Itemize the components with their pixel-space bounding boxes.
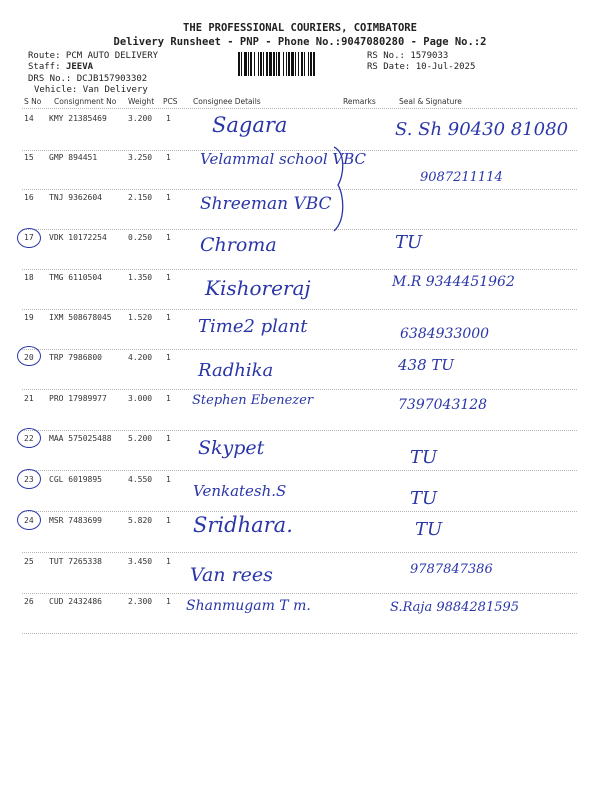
- col-header-pcs: PCS: [163, 97, 178, 106]
- row-consignee: Van rees: [190, 564, 273, 586]
- row-consignee: Kishoreraj: [205, 276, 311, 300]
- row-signature: TU: [410, 488, 438, 509]
- row-consignment: CGL 6019895: [49, 475, 102, 484]
- col-header-consignment: Consignment No: [54, 97, 117, 106]
- row-signature: TU: [410, 447, 438, 468]
- row-signature: 438 TU: [398, 356, 455, 374]
- row-weight: 3.250: [128, 153, 153, 162]
- row-weight: 5.820: [128, 516, 153, 525]
- row-consignment: VDK 10172254: [49, 233, 107, 242]
- row-sno: 24: [24, 516, 34, 525]
- staff-name: JEEVA: [65, 62, 94, 72]
- company-title: THE PROFESSIONAL COURIERS, COIMBATORE: [183, 22, 417, 34]
- row-consignee: Skypet: [198, 437, 265, 459]
- row-sno: 25: [24, 557, 34, 566]
- row-consignment: KMY 21385469: [49, 114, 107, 123]
- row-sno: 22: [24, 434, 34, 443]
- row-pcs: 1: [166, 273, 171, 282]
- row-pcs: 1: [166, 353, 171, 362]
- row-divider: [22, 309, 577, 310]
- row-divider: [22, 389, 577, 390]
- row-weight: 4.550: [128, 475, 153, 484]
- row-divider: [22, 593, 577, 594]
- row-pcs: 1: [166, 475, 171, 484]
- runsheet-subtitle: Delivery Runsheet - PNP - Phone No.:9047080280 - Page No.:2: [113, 36, 487, 48]
- vehicle-text: Vehicle: Van Delivery: [34, 85, 148, 95]
- row-sno: 26: [24, 597, 34, 606]
- row-divider: [22, 269, 577, 270]
- row-consignment: MSR 7483699: [49, 516, 102, 525]
- col-header-consignee: Consignee Details: [193, 97, 261, 106]
- row-sno: 14: [24, 114, 34, 123]
- row-weight: 4.200: [128, 353, 153, 362]
- header-divider: [22, 108, 577, 109]
- row-consignee: Shreeman VBC: [200, 194, 332, 214]
- row-circle-mark: [17, 428, 41, 448]
- row-signature: TU: [415, 519, 443, 540]
- row-signature: M.R 9344451962: [392, 274, 515, 290]
- row-pcs: 1: [166, 153, 171, 162]
- staff-label: Staff:: [28, 62, 61, 72]
- row-weight: 2.300: [128, 597, 153, 606]
- row-weight: 2.150: [128, 193, 153, 202]
- row-divider: [22, 430, 577, 431]
- row-signature: 6384933000: [400, 326, 490, 342]
- row-signature: S. Sh 90430 81080: [395, 119, 569, 140]
- row-consignment: TNJ 9362604: [49, 193, 102, 202]
- row-consignee: Stephen Ebenezer: [192, 393, 314, 408]
- row-consignment: TRP 7986800: [49, 353, 102, 362]
- row-sno: 23: [24, 475, 34, 484]
- row-consignee: Sridhara.: [193, 513, 293, 537]
- row-sno: 17: [24, 233, 34, 242]
- col-header-seal: Seal & Signature: [399, 97, 462, 106]
- drs-number: DRS No.: DCJB157903302: [28, 74, 148, 84]
- staff-line: [28, 62, 93, 73]
- row-weight: 5.200: [128, 434, 153, 443]
- row-consignee: Time2 plant: [198, 316, 308, 337]
- row-consignment: TMG 6110504: [49, 273, 102, 282]
- row-consignment: MAA 575025488: [49, 434, 112, 443]
- row-weight: 3.450: [128, 557, 153, 566]
- rs-date: RS Date: 10-Jul-2025: [367, 62, 476, 72]
- row-consignee: Chroma: [200, 234, 277, 256]
- row-signature: 9787847386: [410, 562, 493, 577]
- route-text: Route: PCM AUTO DELIVERY: [28, 51, 159, 61]
- rs-number: RS No.: 1579033: [367, 51, 449, 61]
- row-divider: [22, 552, 577, 553]
- row-circle-mark: [17, 228, 41, 248]
- row-weight: 0.250: [128, 233, 153, 242]
- row-consignee: Sagara: [212, 113, 288, 137]
- row-weight: 3.000: [128, 394, 153, 403]
- row-signature: S.Raja 9884281595: [390, 600, 520, 615]
- row-consignee: Venkatesh.S: [193, 482, 287, 500]
- row-consignment: IXM 508678045: [49, 313, 112, 322]
- row-divider: [22, 229, 577, 230]
- row-sno: 19: [24, 313, 34, 322]
- row-sno: 16: [24, 193, 34, 202]
- col-header-weight: Weight: [128, 97, 155, 106]
- row-consignee: Radhika: [198, 360, 274, 381]
- col-header-sno: S No: [24, 97, 42, 106]
- row-pcs: 1: [166, 233, 171, 242]
- row-divider: [22, 470, 577, 471]
- row-divider: [22, 511, 577, 512]
- bracket-mark: [330, 145, 352, 235]
- row-divider: [22, 633, 577, 634]
- row-consignment: TUT 7265338: [49, 557, 102, 566]
- row-divider: [22, 349, 577, 350]
- row-pcs: 1: [166, 597, 171, 606]
- row-pcs: 1: [166, 557, 171, 566]
- row-circle-mark: [17, 346, 41, 366]
- row-sno: 20: [24, 353, 34, 362]
- row-sno: 18: [24, 273, 34, 282]
- row-pcs: 1: [166, 434, 171, 443]
- row-signature: 9087211114: [420, 170, 503, 185]
- col-header-remarks: Remarks: [343, 97, 376, 106]
- row-divider: [22, 189, 577, 190]
- barcode-image: [238, 52, 363, 76]
- row-weight: 1.520: [128, 313, 153, 322]
- row-sno: 15: [24, 153, 34, 162]
- row-consignee: Velammal school VBC: [200, 150, 367, 168]
- row-weight: 3.200: [128, 114, 153, 123]
- row-pcs: 1: [166, 193, 171, 202]
- row-pcs: 1: [166, 516, 171, 525]
- row-circle-mark: [17, 510, 41, 530]
- row-circle-mark: [17, 469, 41, 489]
- row-consignment: CUD 2432486: [49, 597, 102, 606]
- row-consignee: Shanmugam T m.: [186, 598, 311, 614]
- row-pcs: 1: [166, 394, 171, 403]
- row-signature: 7397043128: [398, 397, 488, 413]
- row-consignment: GMP 894451: [49, 153, 98, 162]
- row-pcs: 1: [166, 313, 171, 322]
- row-pcs: 1: [166, 114, 171, 123]
- row-weight: 1.350: [128, 273, 153, 282]
- row-sno: 21: [24, 394, 34, 403]
- row-consignment: PRO 17989977: [49, 394, 107, 403]
- row-signature: TU: [395, 232, 423, 253]
